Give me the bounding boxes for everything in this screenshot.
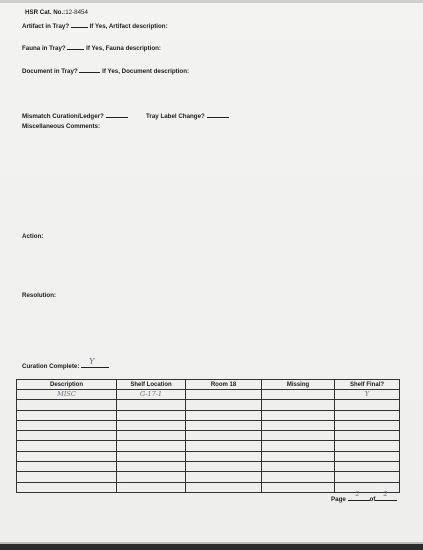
table-cell <box>117 400 186 410</box>
page-number-blank <box>348 490 370 501</box>
inventory-table <box>16 379 400 493</box>
table-cell <box>186 472 262 482</box>
misc-comments-label: Miscellaneous Comments: <box>22 123 101 130</box>
table-cell <box>17 390 117 400</box>
table-cell <box>262 420 335 430</box>
table-row <box>17 451 400 461</box>
table-cell <box>17 431 117 441</box>
table-cell <box>335 431 400 441</box>
table-cell <box>186 441 262 451</box>
column-header-missing: Missing <box>262 380 335 390</box>
table-cell <box>186 482 262 492</box>
mismatch-blank <box>106 111 128 118</box>
table-row <box>17 390 400 400</box>
table-cell <box>262 410 335 420</box>
table-cell <box>17 462 117 472</box>
table-cell <box>186 420 262 430</box>
catalog-number-line <box>25 10 88 16</box>
table-header-row <box>17 380 400 390</box>
tray-label-change-label: Tray Label Change? <box>146 113 205 120</box>
mismatch-line <box>22 111 128 120</box>
resolution-label: Resolution: <box>22 292 57 299</box>
table-cell <box>117 410 186 420</box>
page-total-blank <box>375 490 397 501</box>
table-cell <box>262 462 335 472</box>
fauna-blank <box>67 43 84 50</box>
tray-label-line <box>146 111 229 120</box>
table-cell <box>117 390 186 400</box>
table-cell <box>262 472 335 482</box>
table-cell <box>335 410 400 420</box>
table-row <box>17 441 400 451</box>
table-row <box>17 472 400 482</box>
table-cell <box>335 420 400 430</box>
fauna-question: Fauna in Tray? <box>22 45 66 52</box>
table-cell <box>186 451 262 461</box>
table-cell <box>117 420 186 430</box>
document-description-label: If Yes, Document description: <box>102 68 190 75</box>
table-cell <box>335 441 400 451</box>
page-number-handwritten: 2 <box>355 490 360 498</box>
table-cell <box>335 462 400 472</box>
curation-complete-handwritten: Y <box>89 357 95 366</box>
artifact-line <box>22 21 168 30</box>
table-cell <box>335 451 400 461</box>
table-cell <box>335 390 400 400</box>
curation-complete-line <box>22 357 109 370</box>
curation-complete-blank <box>81 357 109 368</box>
page-number-line <box>331 490 397 503</box>
table-cell <box>262 441 335 451</box>
scan-edge-bottom <box>0 544 423 550</box>
table-cell <box>117 431 186 441</box>
document-line <box>22 66 189 75</box>
table-cell <box>186 462 262 472</box>
action-label: Action: <box>22 233 44 240</box>
fauna-line <box>22 43 161 52</box>
handwritten-entry: MISC <box>57 390 76 399</box>
document-question: Document in Tray? <box>22 68 78 75</box>
table-cell <box>117 441 186 451</box>
table-cell <box>17 482 117 492</box>
table-cell <box>335 472 400 482</box>
table-cell <box>335 400 400 410</box>
column-header-shelf-final: Shelf Final? <box>335 380 400 390</box>
table-cell <box>17 400 117 410</box>
table-cell <box>17 451 117 461</box>
column-header-description: Description <box>17 380 117 390</box>
handwritten-entry: G-17-1 <box>139 390 163 399</box>
fauna-description-label: If Yes, Fauna description: <box>86 45 161 52</box>
table-row <box>17 482 400 492</box>
of-label: of <box>369 496 376 503</box>
table-row <box>17 420 400 430</box>
table-cell <box>186 410 262 420</box>
table-cell <box>17 472 117 482</box>
document-blank <box>79 66 100 73</box>
mismatch-label: Mismatch Curation/Ledger? <box>22 113 104 120</box>
table-cell <box>262 482 335 492</box>
table-cell <box>117 482 186 492</box>
handwritten-entry: Y <box>364 390 370 399</box>
table-cell <box>17 420 117 430</box>
table-cell <box>262 400 335 410</box>
artifact-blank <box>71 21 88 28</box>
column-header-shelf-location: Shelf Location <box>117 380 186 390</box>
table-cell <box>262 431 335 441</box>
artifact-description-label: If Yes, Artifact description: <box>89 23 168 30</box>
table-cell <box>262 390 335 400</box>
tray-label-blank <box>207 111 229 118</box>
table-cell <box>335 482 400 492</box>
table-cell <box>17 410 117 420</box>
page-total-handwritten: 2 <box>383 490 388 498</box>
table-cell <box>117 462 186 472</box>
column-header-room-18: Room 18 <box>186 380 262 390</box>
catalog-number-value: 12-8454 <box>65 9 88 16</box>
table-cell <box>186 431 262 441</box>
table-row <box>17 462 400 472</box>
scan-edge-top <box>0 0 423 3</box>
table-cell <box>117 472 186 482</box>
catalog-number-label: HSR Cat. No.: <box>25 9 66 16</box>
table-row <box>17 410 400 420</box>
table-cell <box>262 451 335 461</box>
table-cell <box>186 390 262 400</box>
page-label: Page <box>331 496 346 503</box>
artifact-question: Artifact in Tray? <box>22 23 70 30</box>
curation-complete-label: Curation Complete: <box>22 363 80 370</box>
table-cell <box>17 441 117 451</box>
table-row <box>17 400 400 410</box>
table-cell <box>186 400 262 410</box>
table-cell <box>117 451 186 461</box>
table-row <box>17 431 400 441</box>
